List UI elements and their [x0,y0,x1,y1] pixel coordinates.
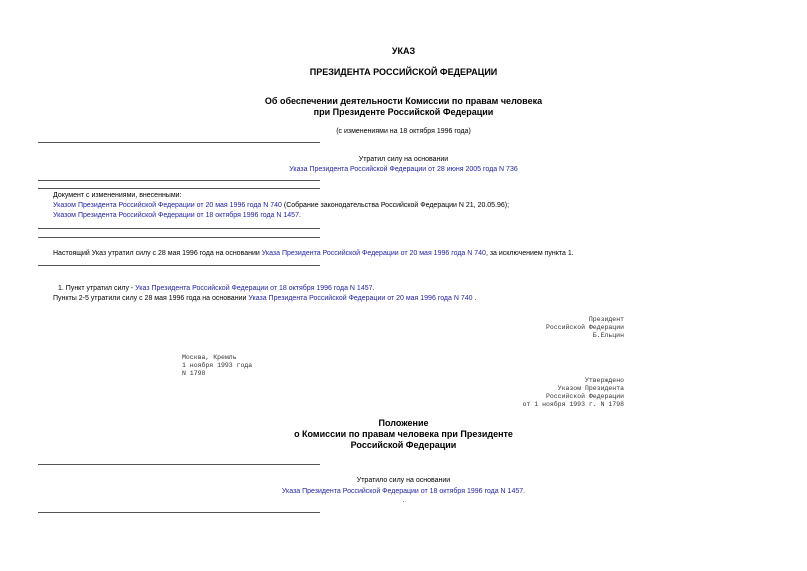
signature-line-3: Б.Ельцин [592,332,624,339]
decree-title-line1: Об обеспечении деятельности Комиссии по правам человека [264,96,543,106]
reg-lost-force-container [0,488,807,495]
changes-item-1-link[interactable]: Указом Президента Российской Федерации от 20 мая 1996 года N 740 [53,202,282,209]
notice-paragraph [53,250,574,257]
divider [38,180,320,181]
signature-line-1: Президент [588,316,624,323]
divider [38,188,320,189]
decree-title-line2: при Президенте Российской Федерации [313,107,494,117]
place-line: Москва, Кремль [182,354,237,361]
reg-lost-force-dot: . [402,497,405,504]
lost-force-text: Утратил силу на основании [358,156,449,163]
number-line: N 1798 [182,370,206,377]
place-date-block [182,354,252,378]
lost-force-container [0,166,807,173]
changes-item-1-tail: (Собрание законодательства Российской Федерации N 21, 20.05.96); [281,202,510,209]
signature-block [546,316,624,340]
notice-post: , за исключением пункта 1. [485,250,574,257]
changes-intro: Документ с изменениями, внесенными: [53,192,182,199]
changes-item-2 [53,212,301,219]
decree-heading: УКАЗ [391,46,416,56]
point-1 [58,285,374,292]
notice-link[interactable]: Указа Президента Российской Федерации от 20 мая 1996 года N 740 [261,250,486,257]
points-2-5-post: . [472,295,477,302]
reg-lost-force-link-tail: . [523,488,526,495]
changes-item-1 [53,202,509,209]
approved-line-3: Российской Федерации [545,393,624,400]
approved-line-2: Указом Президента [557,385,624,392]
divider [38,228,320,229]
amendments-note: (с изменениями на 18 октября 1996 года) [336,128,471,135]
points-2-5-pre: Пункты 2-5 утратили силу с 28 мая 1996 года на основании [53,295,249,302]
approved-block [523,377,624,409]
divider [38,512,320,513]
divider [38,464,320,465]
lost-force-link[interactable]: Указа Президента Российской Федерации от 28 июня 2005 года N 736 [289,166,518,173]
approved-line-1: Утверждено [584,377,624,384]
changes-item-2-link[interactable]: Указом Президента Российской Федерации от 18 октября 1996 года N 1457 [53,212,299,219]
notice-pre: Настоящий Указ утратил силу с 28 мая 1996 года на основании [53,250,262,257]
signature-line-2: Российской Федерации [545,324,624,331]
approved-line-4: от 1 ноября 1993 г. N 1798 [522,401,624,408]
date-line: 1 ноября 1993 года [182,362,253,369]
point-1-pre: 1. Пункт утратил силу - [58,285,136,292]
regulation-title-line3: Российской Федерации [350,440,457,450]
divider [38,142,320,143]
president-heading: ПРЕЗИДЕНТА РОССИЙСКОЙ ФЕДЕРАЦИИ [309,67,498,77]
divider [38,237,320,238]
changes-item-2-tail: . [298,212,301,219]
divider [38,265,320,266]
regulation-title-line2: о Комиссии по правам человека при Президенте [294,429,513,439]
reg-lost-force-link[interactable]: Указа Президента Российской Федерации от 18 октября 1996 года N 1457 [281,488,524,495]
regulation-title-line1: Положение [378,418,429,428]
point-1-link[interactable]: Указ Президента Российской Федерации от 18 октября 1996 года N 1457 [135,285,373,292]
reg-lost-force-text: Утратило силу на основании [356,477,451,484]
points-2-5 [53,295,476,302]
point-1-post: . [372,285,375,292]
points-2-5-link[interactable]: Указа Президента Российской Федерации от 20 мая 1996 года N 740 [248,295,473,302]
